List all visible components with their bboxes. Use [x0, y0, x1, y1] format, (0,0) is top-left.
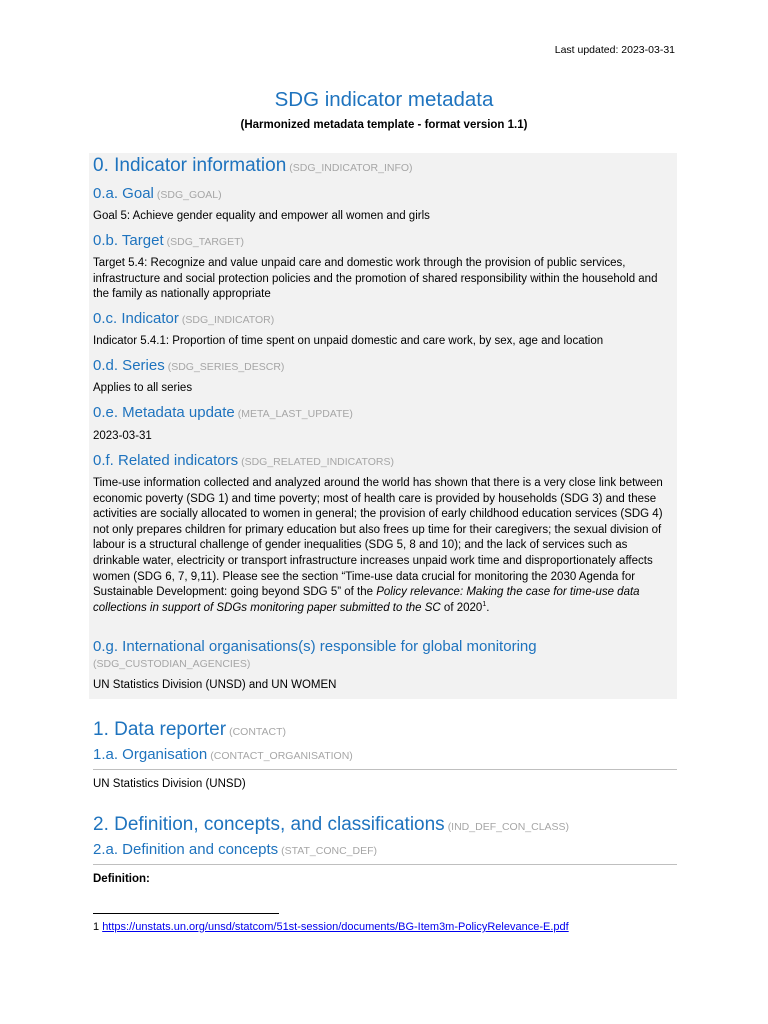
last-updated: Last updated: 2023-03-31 [554, 44, 675, 56]
footnote-ref[interactable]: 1 [482, 600, 487, 608]
page-title: SDG indicator metadata [274, 88, 494, 111]
target-title: 0.b. Target [93, 232, 164, 249]
target-code: (SDG_TARGET) [166, 236, 245, 248]
definition-title: 2.a. Definition and concepts [93, 841, 279, 858]
related-title: 0.f. Related indicators [93, 452, 239, 469]
related-text [93, 476, 675, 616]
custodian-code: (SDG_CUSTODIAN_AGENCIES) [93, 658, 251, 670]
indicator-code: (SDG_INDICATOR) [181, 314, 275, 326]
section-0-heading [93, 155, 413, 177]
series-heading [93, 357, 284, 374]
definition-label: Definition: [93, 873, 150, 885]
definition-heading [93, 841, 377, 858]
footnote-link[interactable]: https://unstats.un.org/unsd/statcom/51st-session/documents/BG-Item3m-PolicyRelevance-E.pdf [102, 921, 569, 933]
related-heading [93, 452, 394, 469]
page-subtitle: (Harmonized metadata template - format version 1.1) [240, 119, 528, 131]
goal-heading [93, 185, 222, 202]
goal-code: (SDG_GOAL) [156, 189, 222, 201]
footnote-mark: 1 [93, 921, 100, 933]
related-italic: Policy relevance: Making the case for time-use data collections in support of SDGs monitoring paper submitted to the SC [93, 586, 640, 614]
section-0-code: (SDG_INDICATOR_INFO) [289, 162, 413, 174]
section-1-code: (CONTACT) [229, 726, 287, 738]
update-heading [93, 404, 353, 421]
series-text: Applies to all series [93, 382, 193, 394]
related-body: Time-use information collected and analyzed around the world has shown that there is a very close link between economic poverty (SDG 1) and time poverty; most of health care is provided by households (SDG 3) and these activities are socially allocated to women in general; the provision of early childhood education services (SDG 4) not only prepares children for primary education but also frees up time for their caregivers; the sexual division of labour is a structural challenge of gender inequalities (SDG 5, 8 and 10); and the lack of services such as drinkable water, electricity or transport infrastructure increases unpaid work time and disproportionately affects women (SDG 6, 7, 9,11). Please see the section “Time-use data crucial for monitoring the 2030 Agenda for Sustainable Development: going beyond SDG 5” of the [93, 477, 663, 599]
update-code: (META_LAST_UPDATE) [237, 408, 353, 420]
section-0-title: 0. Indicator information [93, 155, 287, 176]
definition-code: (STAT_CONC_DEF) [281, 845, 377, 857]
definition-divider [93, 864, 677, 865]
series-title: 0.d. Series [93, 357, 165, 374]
section-2-heading [93, 814, 569, 836]
series-code: (SDG_SERIES_DESCR) [167, 361, 285, 373]
organisation-divider [93, 769, 677, 770]
goal-text: Goal 5: Achieve gender equality and empower all women and girls [93, 210, 430, 222]
goal-title: 0.a. Goal [93, 185, 154, 202]
section-2-title: 2. Definition, concepts, and classifications [93, 814, 445, 835]
section-1-title: 1. Data reporter [93, 719, 227, 740]
target-text: Target 5.4: Recognize and value unpaid care and domestic work through the provision of public services, infrastructure and social protection policies and the promotion of shared responsibility within the household and the family as nationally appropriate [93, 257, 658, 301]
section-1-heading [93, 719, 286, 741]
custodian-text: UN Statistics Division (UNSD) and UN WOMEN [93, 679, 337, 691]
section-2-code: (IND_DEF_CON_CLASS) [447, 821, 570, 833]
target-heading [93, 232, 244, 249]
update-text: 2023-03-31 [93, 430, 152, 442]
organisation-heading [93, 746, 353, 763]
indicator-heading [93, 310, 274, 327]
custodian-heading [93, 638, 537, 655]
organisation-title: 1.a. Organisation [93, 746, 208, 763]
indicator-text: Indicator 5.4.1: Proportion of time spent on unpaid domestic and care work, by sex, age and location [93, 335, 604, 347]
custodian-title: 0.g. International organisations(s) responsible for global monitoring [93, 638, 537, 655]
indicator-title: 0.c. Indicator [93, 310, 179, 327]
related-end: . [486, 601, 490, 614]
footnote-separator [93, 913, 279, 914]
organisation-text: UN Statistics Division (UNSD) [93, 778, 246, 790]
footnote [93, 921, 569, 933]
related-tail: of 2020 [440, 601, 483, 614]
related-code: (SDG_RELATED_INDICATORS) [241, 456, 394, 468]
organisation-code: (CONTACT_ORGANISATION) [210, 750, 353, 762]
update-title: 0.e. Metadata update [93, 404, 235, 421]
